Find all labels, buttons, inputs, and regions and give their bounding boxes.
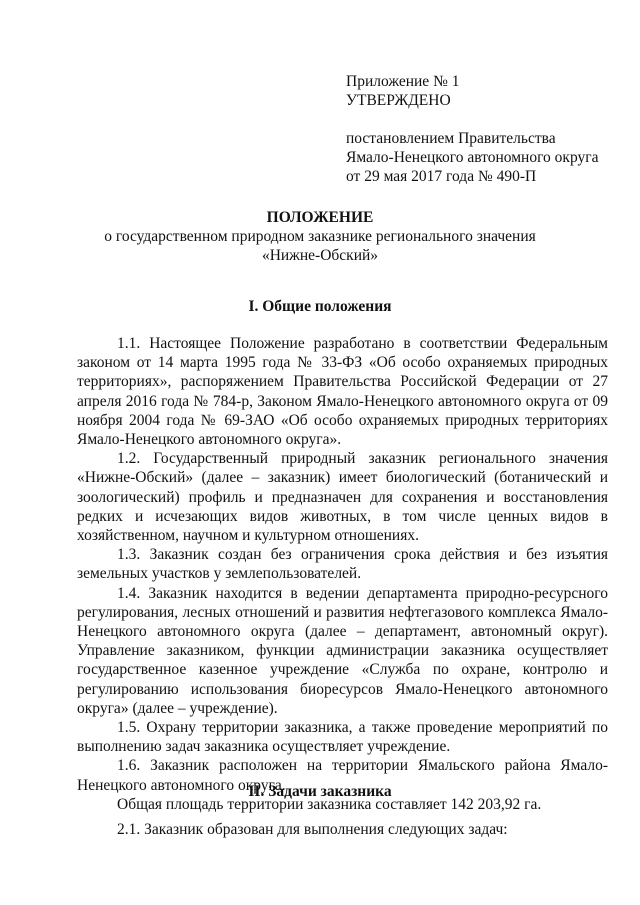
appendix-label: Приложение № 1 xyxy=(346,73,460,90)
approval-line-1: постановлением Правительства xyxy=(346,130,556,147)
paragraph-1-2: 1.2. Государственный природный заказник регионального значения «Нижне-Обский» (далее – заказник) имеет биологический (ботанический и зоологический) профиль и предназначен для сохранения и восстановления редких и исчезающих видов животных, в том числе ценных видов в хозяйственном, научном и культурном отношениях. xyxy=(77,450,608,545)
document-title: ПОЛОЖЕНИЕ xyxy=(266,209,374,226)
document-subtitle-line-2: «Нижне-Обский» xyxy=(261,247,379,264)
section-2-heading: II. Задачи заказника xyxy=(248,783,392,800)
paragraph-1-4: 1.4. Заказник находится в ведении департамента природно-ресурсного регулирования, лесных отношений и развития нефтегазового комплекса Ямало-Ненецкого автономного округа (далее – департамент, автономный округ). Управление заказником, функции администрации заказника осуществляет государственное казенное учреждение «Служба по охране, контролю и регулированию использования биоресурсов Ямало-Ненецкого автономного округа» (далее – учреждение). xyxy=(77,584,608,717)
document-subtitle-line-1: о государственном природном заказнике регионального значения xyxy=(104,228,536,245)
approval-block xyxy=(346,72,598,186)
paragraph-total-area: Общая площадь территории заказника составляет 142 203,92 га. xyxy=(117,795,542,813)
approved-label: УТВЕРЖДЕНО xyxy=(346,92,451,109)
paragraph-1-6: 1.6. Заказник расположен на территории Ямальского района Ямало-Ненецкого автономного округа. xyxy=(77,757,608,794)
document-title-block xyxy=(0,208,640,265)
paragraph-1-5: 1.5. Охрану территории заказника, а также проведение мероприятий по выполнению задач заказника осуществляет учреждение. xyxy=(77,719,608,756)
paragraph-1-1: 1.1. Настоящее Положение разработано в соответствии Федеральным законом от 14 марта 1995 года № 33-ФЗ «Об особо охраняемых природных территориях», распоряжением Правительства Российской Федерации от 27 апреля 2016 года № 784-р, Законом Ямало-Ненецкого автономного округа от 09 ноября 2004 года № 69-ЗАО «Об особо охраняемых природных территориях Ямало-Ненецкого автономного округа». xyxy=(77,335,608,449)
paragraph-1-3: 1.3. Заказник создан без ограничения срока действия и без изъятия земельных участков у землепользователей. xyxy=(77,546,608,583)
approval-line-2: Ямало-Ненецкого автономного округа xyxy=(346,149,599,166)
section-1-heading: I. Общие положения xyxy=(248,298,392,315)
section-2-body xyxy=(77,820,608,839)
spacer xyxy=(346,110,598,129)
paragraph-2-1: 2.1. Заказник образован для выполнения следующих задач: xyxy=(117,821,508,838)
section-1-body xyxy=(77,334,608,814)
approval-line-3: от 29 мая 2017 года № 490-П xyxy=(346,168,537,185)
